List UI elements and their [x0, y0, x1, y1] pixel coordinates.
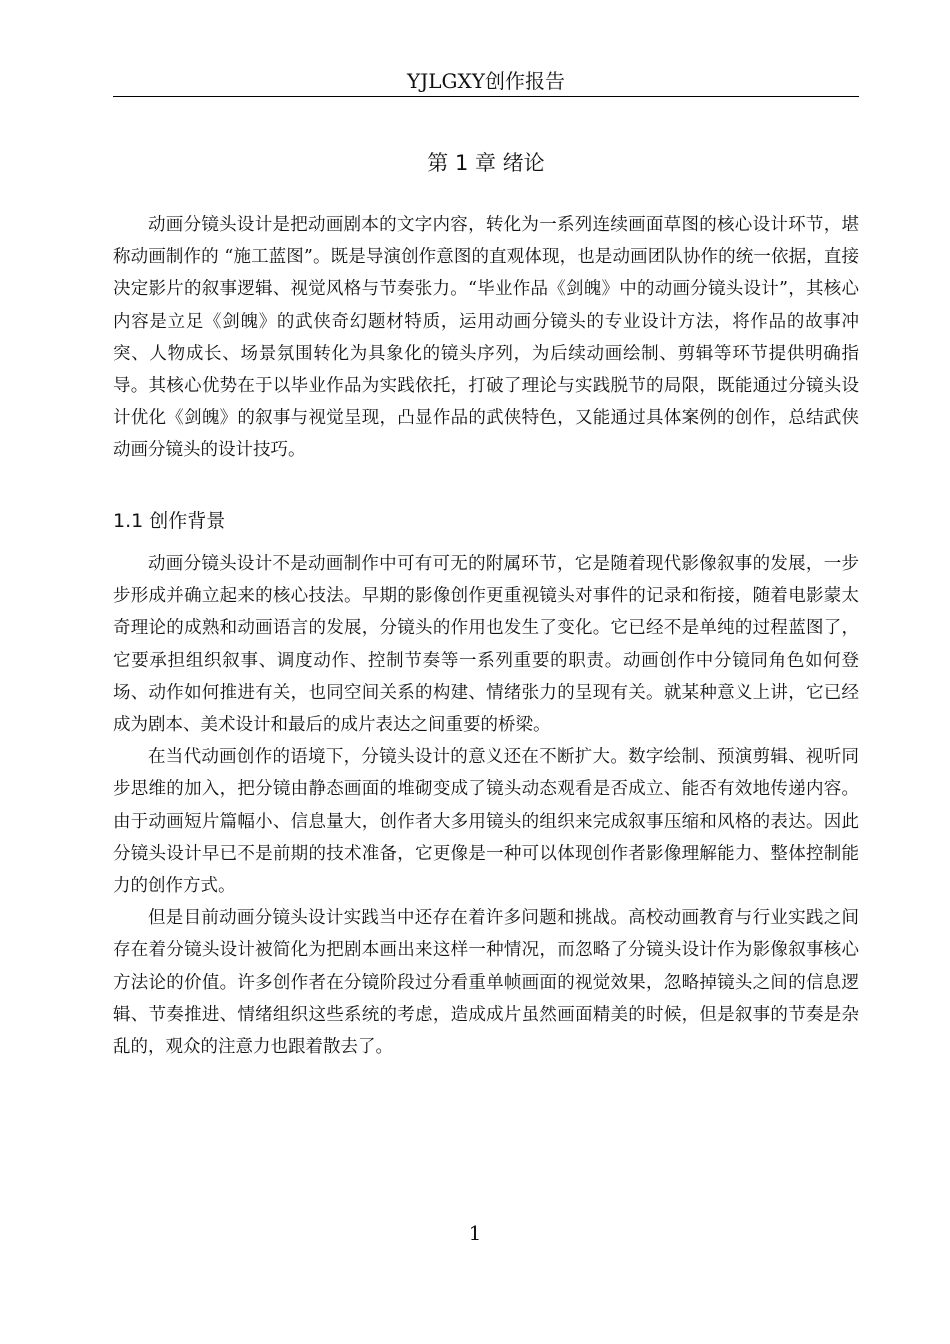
body-paragraph: 但是目前动画分镜头设计实践当中还存在着许多问题和挑战。高校动画教育与行业实践之间存在着分镜头设计被简化为把剧本画出来这样一种情况，而忽略了分镜头设计作为影像叙事核心方法论的价值。许多创作者在分镜阶段过分看重单帧画面的视觉效果，忽略掉镜头之间的信息逻辑、节奏推进、情绪组织这些系统的考虑，造成成片虽然画面精美的时候，但是叙事的节奏是杂乱的，观众的注意力也跟着散去了。: [113, 908, 859, 1058]
chapter-intro: [113, 209, 859, 467]
body-paragraph: 在当代动画创作的语境下，分镜头设计的意义还在不断扩大。数字绘制、预演剪辑、视听同步思维的加入，把分镜由静态画面的堆砌变成了镜头动态观看是否成立、能否有效地传递内容。由于动画短片篇幅小、信息量大，创作者大多用镜头的组织来完成叙事压缩和风格的表达。因此分镜头设计早已不是前期的技术准备，它更像是一种可以体现创作者影像理解能力、整体控制能力的创作方式。: [113, 747, 859, 897]
intro-paragraph: 动画分镜头设计是把动画剧本的文字内容，转化为一系列连续画面草图的核心设计环节，堪称动画制作的 “施工蓝图”。既是导演创作意图的直观体现，也是动画团队协作的统一依据，直接决定影片的叙事逻辑、视觉风格与节奏张力。“毕业作品《剑魄》中的动画分镜头设计”，其核心内容是立足《剑魄》的武侠奇幻题材特质，运用动画分镜头的专业设计方法，将作品的故事冲突、人物成长、场景氛围转化为具象化的镜头序列，为后续动画绘制、剪辑等环节提供明确指导。其核心优势在于以毕业作品为实践依托，打破了理论与实践脱节的局限，既能通过分镜头设计优化《剑魄》的叙事与视觉呈现，凸显作品的武侠特色，又能通过具体案例的创作，总结武侠动画分镜头的设计技巧。: [113, 215, 859, 461]
section-body: [113, 548, 859, 1063]
page-header: [113, 66, 859, 97]
chapter-title: 第 1 章 绪论: [427, 151, 545, 175]
page-number: 1: [468, 1221, 482, 1245]
header-title: YJLGXY创作报告: [407, 69, 565, 93]
section-title: 1.1 创作背景: [113, 510, 226, 532]
body-paragraph: 动画分镜头设计不是动画制作中可有可无的附属环节，它是随着现代影像叙事的发展，一步步形成并确立起来的核心技法。早期的影像创作更重视镜头对事件的记录和衔接，随着电影蒙太奇理论的成熟和动画语言的发展，分镜头的作用也发生了变化。它已经不是单纯的过程蓝图了，它要承担组织叙事、调度动作、控制节奏等一系列重要的职责。动画创作中分镜同角色如何登场、动作如何推进有关，也同空间关系的构建、情绪张力的呈现有关。就某种意义上讲，它已经成为剧本、美术设计和最后的成片表达之间重要的桥梁。: [113, 554, 859, 736]
